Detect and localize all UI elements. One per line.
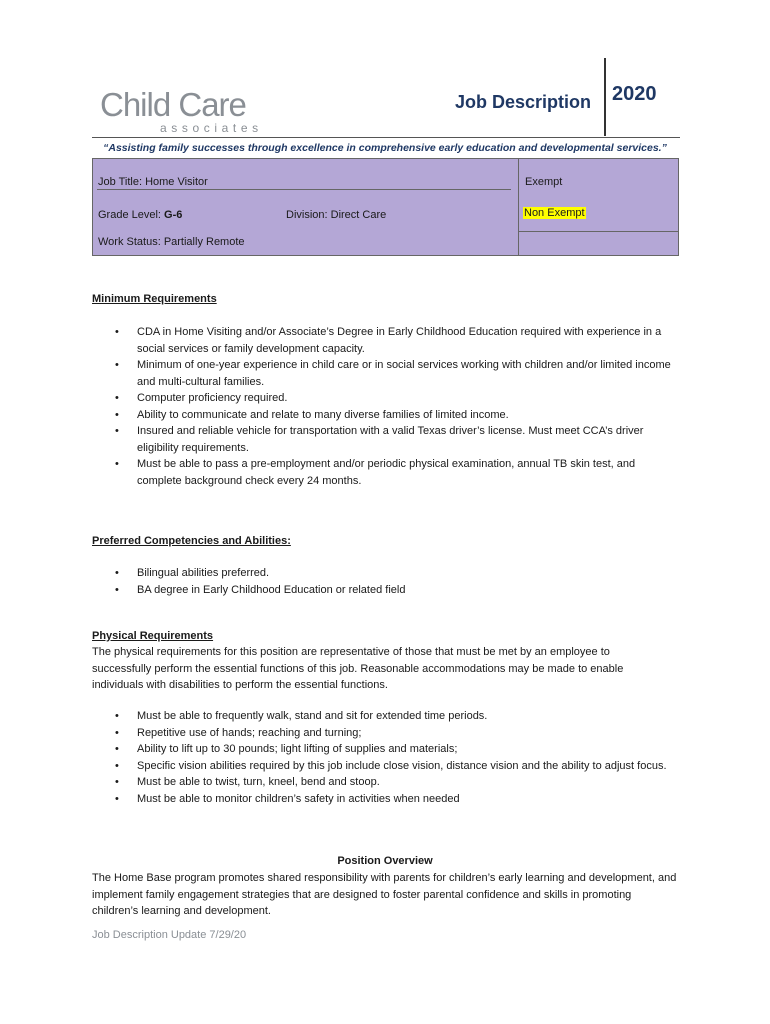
- division: Division: Direct Care: [286, 209, 387, 221]
- list-item: • Insured and reliable vehicle for transportation with a valid Texas driver’s license. Must meet CCA’s driver eligibility requirements.: [92, 423, 682, 456]
- position-overview-heading: Position Overview: [337, 855, 433, 867]
- document-title: Job Description: [455, 92, 592, 112]
- footer-update-date: Job Description Update 7/29/20: [92, 929, 247, 941]
- job-title: Job Title: Home Visitor: [98, 176, 208, 188]
- list-item: • Must be able to frequently walk, stand and sit for extended time periods.: [92, 708, 682, 725]
- list-item: • Repetitive use of hands; reaching and turning;: [92, 725, 682, 742]
- header-divider-vertical: [604, 58, 606, 136]
- grade-level: [98, 209, 182, 221]
- non-exempt-highlight: Non Exempt: [524, 207, 585, 219]
- document-year: 2020: [612, 83, 657, 105]
- list-item: • Must be able to monitor children’s safety in activities when needed: [92, 791, 682, 808]
- box-row-divider: [518, 231, 679, 232]
- position-overview-text: The Home Base program promotes shared responsibility with parents for children’s early learning and development, and implement family engagement strategies that are designed to foster parental confidence and skills in promoting children’s learning and development.: [92, 872, 677, 917]
- grade-value: G-6: [164, 209, 183, 221]
- list-item: • CDA in Home Visiting and/or Associate’s Degree in Early Childhood Education required with experience in a social services or family development capacity.: [92, 324, 682, 357]
- list-item: • Ability to lift up to 30 pounds; light lifting of supplies and materials;: [92, 741, 682, 758]
- box-divider: [518, 159, 519, 255]
- physical-requirements-list: [92, 708, 682, 807]
- minimum-requirements-list: [92, 324, 682, 489]
- job-title-underline: [97, 189, 511, 190]
- list-item: • Bilingual abilities preferred.: [92, 565, 682, 582]
- exempt-label: Exempt: [525, 176, 563, 188]
- list-item: • Specific vision abilities required by this job include close vision, distance vision and the ability to adjust focus.: [92, 758, 682, 775]
- list-item: • Computer proficiency required.: [92, 390, 682, 407]
- job-info-box: [92, 158, 679, 256]
- tagline: “Assisting family successes through excellence in comprehensive early education and developmental services.”: [103, 142, 667, 154]
- list-item: • Minimum of one-year experience in child care or in social services working with children and/or limited income and multi-cultural families.: [92, 357, 682, 390]
- physical-requirements-intro: The physical requirements for this position are representative of those that must be met by an employee to successfully perform the essential functions of this job. Reasonable accommodations may be made to enable individuals with disabilities to perform the essential functions.: [92, 646, 624, 691]
- logo-main-text: Child Care: [100, 86, 246, 123]
- list-item: • Ability to communicate and relate to many diverse families of limited income.: [92, 407, 682, 424]
- physical-requirements-heading: Physical Requirements: [92, 630, 214, 642]
- list-item: • BA degree in Early Childhood Education or related field: [92, 582, 682, 599]
- minimum-requirements-heading: Minimum Requirements: [92, 293, 217, 305]
- grade-label: Grade Level:: [98, 209, 161, 221]
- work-status: Work Status: Partially Remote: [98, 236, 245, 248]
- non-exempt-label: [523, 207, 586, 219]
- preferred-heading: Preferred Competencies and Abilities:: [92, 535, 291, 547]
- list-item: • Must be able to twist, turn, kneel, bend and stoop.: [92, 774, 682, 791]
- logo-sub-text: associates: [160, 121, 263, 135]
- company-logo: [100, 86, 263, 135]
- list-item: • Must be able to pass a pre-employment and/or periodic physical examination, annual TB skin test, and complete background check every 24 months.: [92, 456, 682, 489]
- preferred-list: [92, 565, 682, 598]
- header-divider-horizontal: [92, 137, 680, 138]
